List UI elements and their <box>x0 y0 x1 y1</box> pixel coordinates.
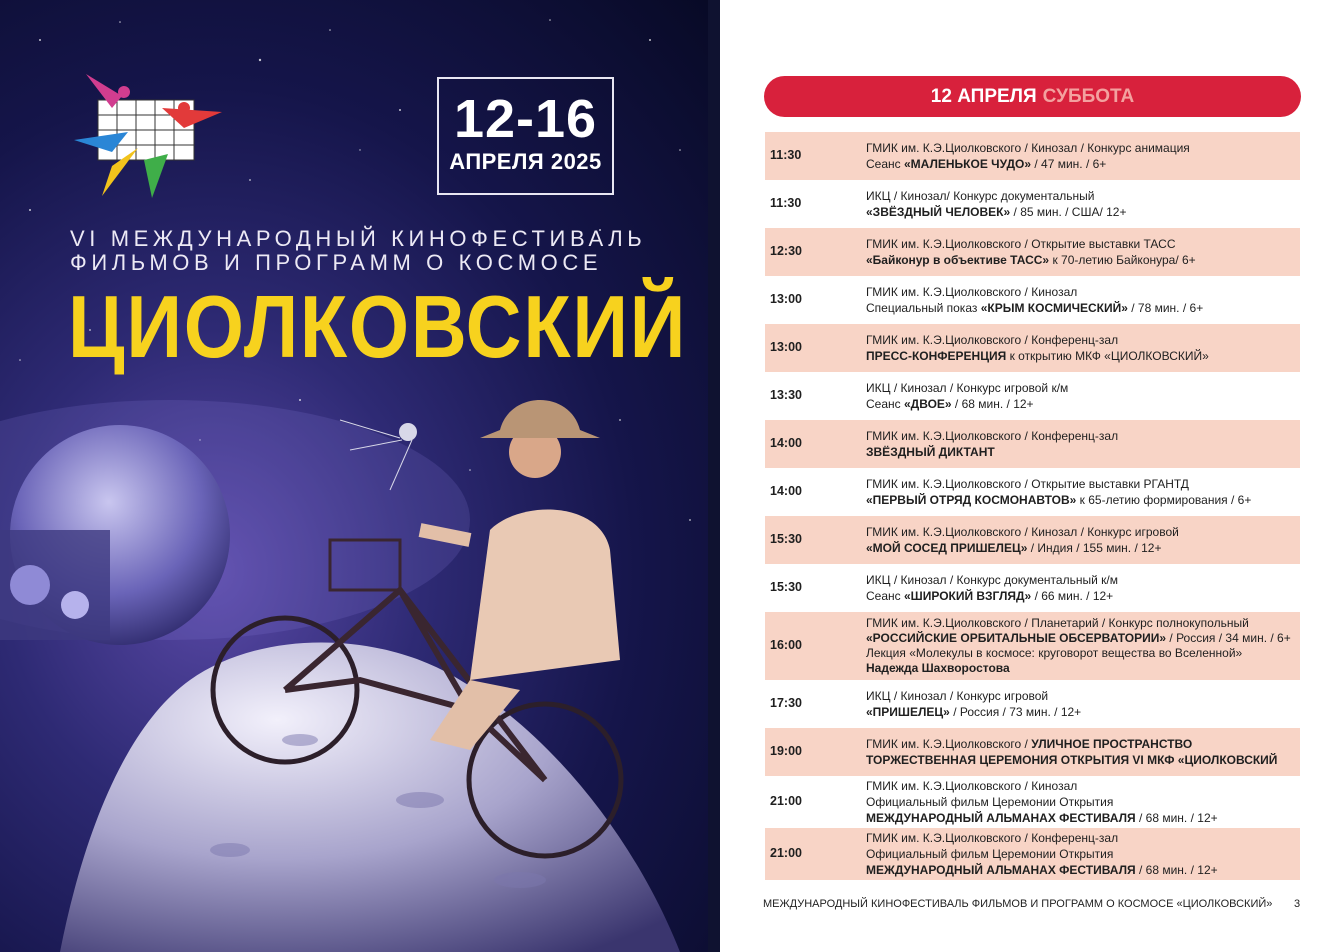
event-detail-line <box>866 752 1296 768</box>
event-text: ГМИК им. К.Э.Циолковского / Кинозал <box>866 285 1078 299</box>
schedule-row <box>765 372 1300 420</box>
event-highlight-text: ЗВЁЗДНЫЙ ДИКТАНТ <box>866 445 995 459</box>
event-detail-line <box>866 572 1296 588</box>
event-time: 11:30 <box>770 148 802 162</box>
asteroid-image <box>60 643 680 952</box>
event-text: / 66 мин. / 12+ <box>1031 589 1114 603</box>
event-details <box>866 140 1296 172</box>
event-detail-line <box>866 492 1296 508</box>
schedule-row <box>765 468 1300 516</box>
event-time: 11:30 <box>770 196 802 210</box>
event-details <box>866 572 1296 604</box>
event-details <box>866 830 1296 878</box>
event-details <box>866 688 1296 720</box>
event-details <box>866 736 1296 768</box>
schedule-row <box>765 728 1300 776</box>
event-text: / 47 мин. / 6+ <box>1031 157 1107 171</box>
event-details <box>866 284 1296 316</box>
event-detail-line <box>866 830 1296 846</box>
festival-subtitle-line1: VI МЕЖДУНАРОДНЫЙ КИНОФЕСТИВАЛЬ <box>70 226 647 251</box>
event-details <box>866 380 1296 412</box>
page-gutter <box>708 0 720 952</box>
event-text: ГМИК им. К.Э.Циолковского / Конференц-зал <box>866 333 1119 347</box>
event-text: ГМИК им. К.Э.Циолковского / Открытие выставки РГАНТД <box>866 477 1189 491</box>
event-detail-line <box>866 794 1296 810</box>
schedule-row <box>765 828 1300 880</box>
event-text: к 70-летию Байконура/ 6+ <box>1049 253 1196 267</box>
event-time: 14:00 <box>770 436 802 450</box>
event-detail-line <box>866 348 1296 364</box>
schedule-row <box>765 132 1300 180</box>
event-text: Официальный фильм Церемонии Открытия <box>866 795 1114 809</box>
event-text: ИКЦ / Кинозал/ Конкурс документальный <box>866 189 1095 203</box>
event-highlight-text: ПРЕСС-КОНФЕРЕНЦИЯ <box>866 349 1007 363</box>
schedule-row <box>765 564 1300 612</box>
event-highlight-text: «КРЫМ КОСМИЧЕСКИЙ» <box>980 301 1128 315</box>
event-time: 13:00 <box>770 340 802 354</box>
event-time: 17:30 <box>770 696 802 710</box>
event-time: 13:00 <box>770 292 802 306</box>
event-text: Сеанс <box>866 397 904 411</box>
event-highlight-text: «ДВОЕ» <box>903 397 952 411</box>
event-text: / Россия / 73 мин. / 12+ <box>949 705 1082 719</box>
event-details <box>866 524 1296 556</box>
event-highlight-text: МЕЖДУНАРОДНЫЙ АЛЬМАНАХ ФЕСТИВАЛЯ <box>866 863 1136 877</box>
event-detail-line <box>866 380 1296 396</box>
event-details <box>866 236 1296 268</box>
event-text: ИКЦ / Кинозал / Конкурс документальный к/м <box>866 573 1118 587</box>
event-time: 13:30 <box>770 388 802 402</box>
event-time: 14:00 <box>770 484 802 498</box>
event-highlight-text: «Байконур в объективе ТАСС» <box>866 253 1050 267</box>
event-text: / 68 мин. / 12+ <box>1135 811 1218 825</box>
event-details <box>866 428 1296 460</box>
schedule-row <box>765 228 1300 276</box>
event-highlight-text: «ПЕРВЫЙ ОТРЯД КОСМОНАВТОВ» <box>866 493 1077 507</box>
event-detail-line <box>866 661 1296 676</box>
event-detail-line <box>866 704 1296 720</box>
festival-title: ЦИОЛКОВСКИЙ <box>68 277 688 376</box>
event-highlight-text: «ШИРОКИЙ ВЗГЛЯД» <box>903 589 1032 603</box>
event-detail-line <box>866 588 1296 604</box>
event-details <box>866 188 1296 220</box>
schedule-row <box>765 324 1300 372</box>
space-capsule-image <box>0 425 230 645</box>
festival-logo-icon <box>72 68 224 200</box>
event-highlight-text: «МОЙ СОСЕД ПРИШЕЛЕЦ» <box>866 541 1028 555</box>
event-time: 15:30 <box>770 532 802 546</box>
festival-dates-box <box>437 77 614 195</box>
schedule-row <box>765 276 1300 324</box>
event-highlight-text: «ЗВЁЗДНЫЙ ЧЕЛОВЕК» <box>866 205 1011 219</box>
event-text: / 78 мин. / 6+ <box>1127 301 1204 315</box>
event-text: Сеанс <box>866 589 904 603</box>
event-detail-line <box>866 204 1296 220</box>
event-detail-line <box>866 252 1296 268</box>
event-details <box>866 476 1296 508</box>
day-header <box>764 76 1301 117</box>
event-time: 16:00 <box>770 638 802 652</box>
event-time: 15:30 <box>770 580 802 594</box>
event-text: / Россия / 34 мин. / 6+ <box>1166 631 1291 645</box>
event-text: / 68 мин. / 12+ <box>1135 863 1218 877</box>
schedule-row <box>765 680 1300 728</box>
event-detail-line <box>866 284 1296 300</box>
event-text: Официальный фильм Церемонии Открытия <box>866 847 1114 861</box>
event-detail-line <box>866 736 1296 752</box>
page-number: 3 <box>1294 898 1301 910</box>
schedule-page <box>720 0 1344 952</box>
schedule-row <box>765 516 1300 564</box>
event-detail-line <box>866 188 1296 204</box>
event-detail-line <box>866 631 1296 646</box>
event-detail-line <box>866 540 1296 556</box>
event-highlight-text: ТОРЖЕСТВЕННАЯ ЦЕРЕМОНИЯ ОТКРЫТИЯ VI МКФ «ЦИОЛКОВСКИЙ <box>866 753 1278 767</box>
event-highlight-text: «ПРИШЕЛЕЦ» <box>866 705 950 719</box>
event-text: Специальный показ <box>866 301 981 315</box>
event-text: ГМИК им. К.Э.Циолковского / <box>866 737 1032 751</box>
event-time: 21:00 <box>770 846 802 860</box>
event-details <box>866 332 1296 364</box>
day-date: 12 АПРЕЛЯ <box>930 86 1037 107</box>
event-text: / Индия / 155 мин. / 12+ <box>1027 541 1162 555</box>
event-detail-line <box>866 846 1296 862</box>
event-detail-line <box>866 810 1296 826</box>
event-text: / 85 мин. / США/ 12+ <box>1010 205 1127 219</box>
event-text: Сеанс <box>866 157 904 171</box>
event-time: 21:00 <box>770 794 802 808</box>
event-details <box>866 778 1296 826</box>
event-text: ГМИК им. К.Э.Циолковского / Кинозал <box>866 779 1078 793</box>
event-text: ГМИК им. К.Э.Циолковского / Кинозал / Конкурс игровой <box>866 525 1179 539</box>
poster-illustration <box>0 380 710 952</box>
event-text: к 65-летию формирования / 6+ <box>1076 493 1252 507</box>
event-detail-line <box>866 862 1296 878</box>
schedule-row <box>765 612 1300 680</box>
event-detail-line <box>866 778 1296 794</box>
event-highlight-text: «РОССИЙСКИЕ ОРБИТАЛЬНЫЕ ОБСЕРВАТОРИИ» <box>866 631 1167 645</box>
festival-dates: 12-16 <box>453 89 598 149</box>
page-footer: МЕЖДУНАРОДНЫЙ КИНОФЕСТИВАЛЬ ФИЛЬМОВ И ПРОГРАММ О КОСМОСЕ «ЦИОЛКОВСКИЙ» <box>763 898 1273 910</box>
event-highlight-text: Надежда Шахворостова <box>866 661 1010 675</box>
event-highlight-text: УЛИЧНОЕ ПРОСТРАНСТВО <box>1031 737 1193 751</box>
event-highlight-text: «МАЛЕНЬКОЕ ЧУДО» <box>903 157 1032 171</box>
festival-subtitle-line2: ФИЛЬМОВ И ПРОГРАММ О КОСМОСЕ <box>70 250 603 275</box>
event-text: к открытию МКФ «ЦИОЛКОВСКИЙ» <box>1006 349 1209 363</box>
event-detail-line <box>866 616 1296 631</box>
event-text: ГМИК им. К.Э.Циолковского / Конференц-зал <box>866 831 1119 845</box>
day-weekday: СУББОТА <box>1042 86 1135 107</box>
event-text: ГМИК им. К.Э.Циолковского / Открытие выставки ТАСС <box>866 237 1176 251</box>
event-detail-line <box>866 140 1296 156</box>
schedule-row <box>765 776 1300 828</box>
event-text: ГМИК им. К.Э.Циолковского / Планетарий / Конкурс полнокупольный <box>866 616 1249 630</box>
event-text: / 68 мин. / 12+ <box>951 397 1034 411</box>
event-details <box>866 616 1296 676</box>
festival-month-year: АПРЕЛЯ 2025 <box>449 149 602 174</box>
event-text: ГМИК им. К.Э.Циолковского / Кинозал / Конкурс анимация <box>866 141 1190 155</box>
event-highlight-text: МЕЖДУНАРОДНЫЙ АЛЬМАНАХ ФЕСТИВАЛЯ <box>866 811 1136 825</box>
schedule-row <box>765 420 1300 468</box>
sputnik-icon <box>340 420 417 490</box>
event-text: Лекция «Молекулы в космосе: круговорот вещества во Вселенной» <box>866 646 1243 660</box>
event-text: ИКЦ / Кинозал / Конкурс игровой к/м <box>866 381 1069 395</box>
event-time: 19:00 <box>770 744 802 758</box>
event-time: 12:30 <box>770 244 802 258</box>
event-detail-line <box>866 236 1296 252</box>
event-detail-line <box>866 300 1296 316</box>
event-detail-line <box>866 428 1296 444</box>
event-detail-line <box>866 476 1296 492</box>
event-detail-line <box>866 156 1296 172</box>
event-detail-line <box>866 646 1296 661</box>
event-detail-line <box>866 444 1296 460</box>
event-detail-line <box>866 396 1296 412</box>
event-text: ГМИК им. К.Э.Циолковского / Конференц-зал <box>866 429 1119 443</box>
event-detail-line <box>866 524 1296 540</box>
event-detail-line <box>866 332 1296 348</box>
schedule-row <box>765 180 1300 228</box>
event-text: ИКЦ / Кинозал / Конкурс игровой <box>866 689 1049 703</box>
event-detail-line <box>866 688 1296 704</box>
